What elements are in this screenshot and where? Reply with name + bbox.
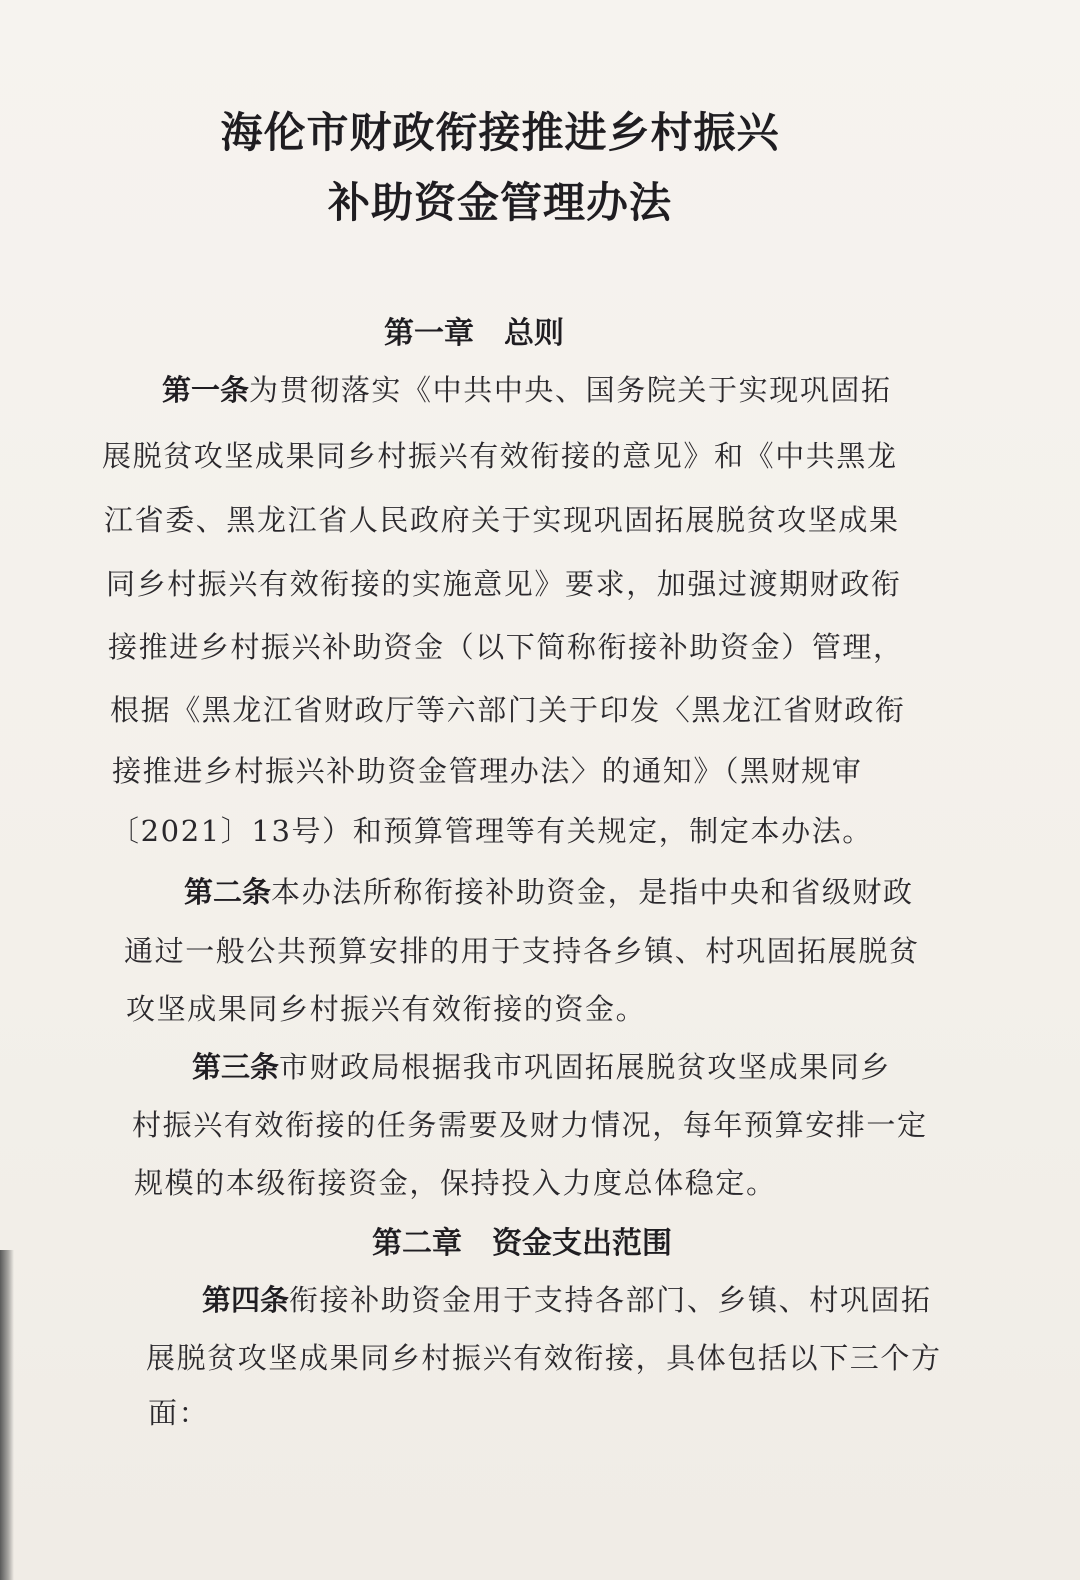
article-4-label: 第四条	[202, 1283, 290, 1317]
article-4-line-3: 面：	[148, 1396, 210, 1430]
article-1-line-6: 根据《黑龙江省财政厅等六部门关于印发〈黑龙江省财政衔	[110, 693, 906, 727]
article-2-line-3: 攻坚成果同乡村振兴有效衔接的资金。	[126, 992, 647, 1026]
document-title-line-1: 海伦市财政衔接推进乡村振兴	[220, 108, 780, 157]
article-3-label: 第三条	[192, 1050, 280, 1084]
article-4-line-1	[202, 1278, 932, 1319]
article-1-line-5: 接推进乡村振兴补助资金（以下简称衔接补助资金）管理，	[108, 630, 904, 664]
article-3-text-1: 市财政局根据我市巩固拓展脱贫攻坚成果同乡	[279, 1050, 892, 1084]
article-2-label: 第二条	[184, 875, 272, 909]
page-edge-shadow	[0, 1250, 14, 1580]
article-1-line-8: 〔2021〕13号）和预算管理等有关规定，制定本办法。	[110, 814, 873, 848]
article-4-line-2: 展脱贫攻坚成果同乡村振兴有效衔接，具体包括以下三个方	[146, 1341, 942, 1375]
article-1-text-1: 为贯彻落实《中共中央、国务院关于实现巩固拓	[249, 373, 892, 407]
document-title-line-2: 补助资金管理办法	[327, 178, 672, 227]
article-1-line-4: 同乡村振兴有效衔接的实施意见》要求，加强过渡期财政衔	[106, 567, 902, 601]
article-1-line-3: 江省委、黑龙江省人民政府关于实现巩固拓展脱贫攻坚成果	[104, 503, 900, 537]
article-1-line-7: 接推进乡村振兴补助资金管理办法〉的通知》（黑财规审	[112, 754, 863, 788]
article-4-text-1: 衔接补助资金用于支持各部门、乡镇、村巩固拓	[289, 1283, 932, 1317]
article-3-line-3: 规模的本级衔接资金，保持投入力度总体稳定。	[134, 1166, 777, 1200]
article-2-line-2: 通过一般公共预算安排的用于支持各乡镇、村巩固拓展脱贫	[124, 934, 920, 968]
article-3-line-1	[192, 1045, 891, 1086]
article-2-text-1: 本办法所称衔接补助资金，是指中央和省级财政	[271, 875, 914, 909]
chapter-1-heading: 第一章 总则	[384, 316, 564, 351]
chapter-2-heading: 第二章 资金支出范围	[372, 1226, 672, 1261]
article-1-line-1	[162, 368, 892, 409]
article-1-line-2: 展脱贫攻坚成果同乡村振兴有效衔接的意见》和《中共黑龙	[102, 439, 898, 473]
article-2-line-1	[184, 870, 914, 911]
article-1-label: 第一条	[162, 373, 250, 407]
article-3-line-2: 村振兴有效衔接的任务需要及财力情况，每年预算安排一定	[132, 1108, 928, 1142]
